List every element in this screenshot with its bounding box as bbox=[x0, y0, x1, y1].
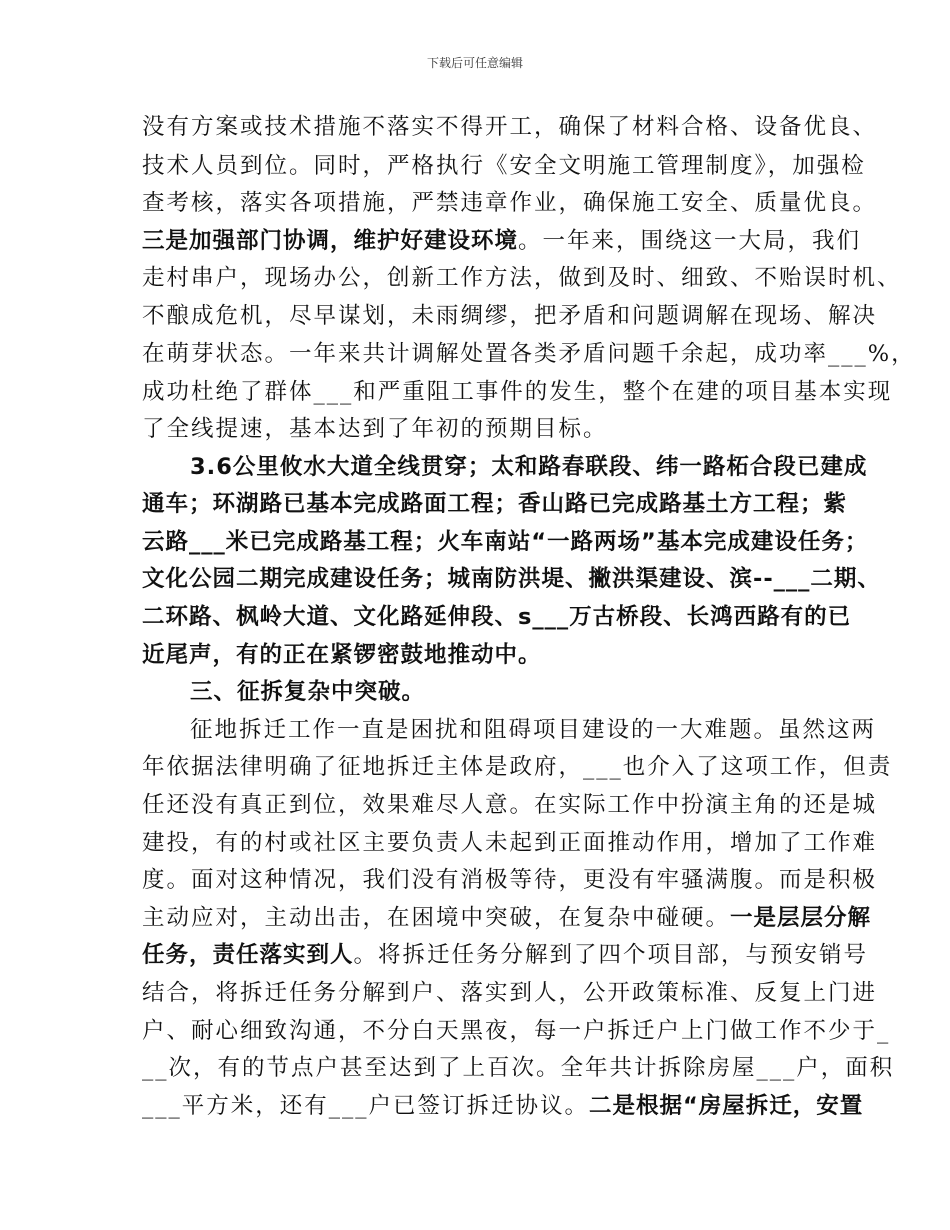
text-run: 。将拆迁任务分解到了四个项目部，与预安销号 bbox=[353, 942, 869, 968]
bold-text-run: 3.6公里攸水大道全线贯穿；太和路春联段、纬一路柘合段已建成 bbox=[190, 454, 868, 480]
text-line bbox=[142, 339, 916, 369]
text-line bbox=[142, 263, 902, 293]
text-line bbox=[142, 752, 892, 782]
bold-text-run: 文化公园二期完成建设任务；城南防洪堤、撇洪渠建设、滨--___二期、 bbox=[142, 566, 881, 592]
text-line bbox=[142, 790, 877, 820]
text-line bbox=[142, 903, 871, 933]
text-line bbox=[142, 828, 877, 858]
text-run: 。一年来，围绕这一大局，我们 bbox=[518, 228, 862, 254]
text-run: 任还没有真正到位，效果难尽人意。在实际工作中扮演主角的还是城 bbox=[142, 792, 878, 818]
text-run: 户、耐心细致沟通，不分白天黑夜，每一户拆迁户上门做工作不少于_ bbox=[142, 1018, 891, 1044]
text-run: 结合，将拆迁任务分解到户、落实到人，公开政策标准、反复上门进 bbox=[142, 980, 878, 1006]
text-line bbox=[142, 640, 542, 670]
text-run: 主动应对，主动出击，在困境中突破，在复杂中碰硬。 bbox=[142, 905, 731, 931]
text-line bbox=[190, 715, 876, 745]
page-header: 下载后可任意编辑 bbox=[426, 56, 523, 70]
text-run: 成功杜绝了群体___和严重阻工事件的发生，整个在建的项目基本实现 bbox=[142, 379, 893, 405]
text-line bbox=[142, 414, 608, 444]
text-line bbox=[142, 226, 861, 256]
bold-text-run: 二环路、枫岭大道、文化路延伸段、s___万古桥段、长鸿西路有的已 bbox=[142, 604, 852, 630]
bold-text-run: 近尾声，有的正在紧锣密鼓地推动中。 bbox=[142, 642, 542, 668]
bold-text-run: 一是层层分解 bbox=[730, 905, 872, 931]
bold-text-run: 三、征拆复杂中突破。 bbox=[190, 679, 426, 705]
text-run: 走村串户，现场办公，创新工作方法，做到及时、细致、不贻误时机、 bbox=[142, 265, 902, 291]
text-run: 没有方案或技术措施不落实不得开工，确保了材料合格、设备优良、 bbox=[142, 114, 878, 140]
text-line bbox=[142, 940, 868, 970]
text-line bbox=[142, 188, 877, 218]
text-line bbox=[142, 1091, 863, 1121]
text-line bbox=[142, 489, 847, 519]
text-run: 了全线提速，基本达到了年初的预期目标。 bbox=[142, 416, 608, 442]
text-run: 查考核，落实各项措施，严禁违章作业，确保施工安全、质量优良。 bbox=[142, 190, 878, 216]
text-line bbox=[142, 377, 892, 407]
text-run: 征地拆迁工作一直是困扰和阻碍项目建设的一大难题。虽然这两 bbox=[190, 717, 877, 743]
text-line bbox=[142, 527, 868, 557]
text-line bbox=[142, 151, 866, 181]
bold-text-run: 二是根据“房屋拆迁，安置 bbox=[589, 1093, 864, 1119]
text-line bbox=[142, 978, 877, 1008]
text-line bbox=[142, 865, 877, 895]
bold-text-run: 云路___米已完成路基工程；火车南站“一路两场”基本完成建设任务； bbox=[142, 529, 869, 555]
text-run: 技术人员到位。同时，严格执行《安全文明施工管理制度》，加强检 bbox=[142, 153, 866, 179]
text-line bbox=[190, 452, 867, 482]
text-line bbox=[142, 602, 851, 632]
text-run: ___平方米，还有___户已签订拆迁协议。 bbox=[142, 1093, 590, 1119]
text-run: 建投，有的村或社区主要负责人未起到正面推动作用，增加了工作难 bbox=[142, 830, 878, 856]
text-run: 年依据法律明确了征地拆迁主体是政府，___也介入了这项工作，但责 bbox=[142, 754, 893, 780]
text-run: 在萌芽状态。一年来共计调解处置各类矛盾问题千余起，成功率___%， bbox=[142, 341, 916, 367]
text-run: __次，有的节点户甚至达到了上百次。全年共计拆除房屋___户，面积 bbox=[142, 1055, 895, 1081]
section-heading bbox=[190, 677, 425, 707]
text-run: 度。面对这种情况，我们没有消极等待，更没有牢骚满腹。而是积极 bbox=[142, 867, 878, 893]
bold-text-run: 三是加强部门协调，维护好建设环境 bbox=[142, 228, 519, 254]
text-line bbox=[142, 301, 877, 331]
text-line bbox=[142, 112, 877, 142]
bold-text-run: 任务，责任落实到人 bbox=[142, 942, 354, 968]
text-line bbox=[142, 1016, 890, 1046]
text-line bbox=[142, 1053, 894, 1083]
text-run: 不酿成危机，尽早谋划，未雨绸缪，把矛盾和问题调解在现场、解决 bbox=[142, 303, 878, 329]
text-line bbox=[142, 564, 881, 594]
bold-text-run: 通车；环湖路已基本完成路面工程；香山路已完成路基土方工程；紫 bbox=[142, 491, 848, 517]
